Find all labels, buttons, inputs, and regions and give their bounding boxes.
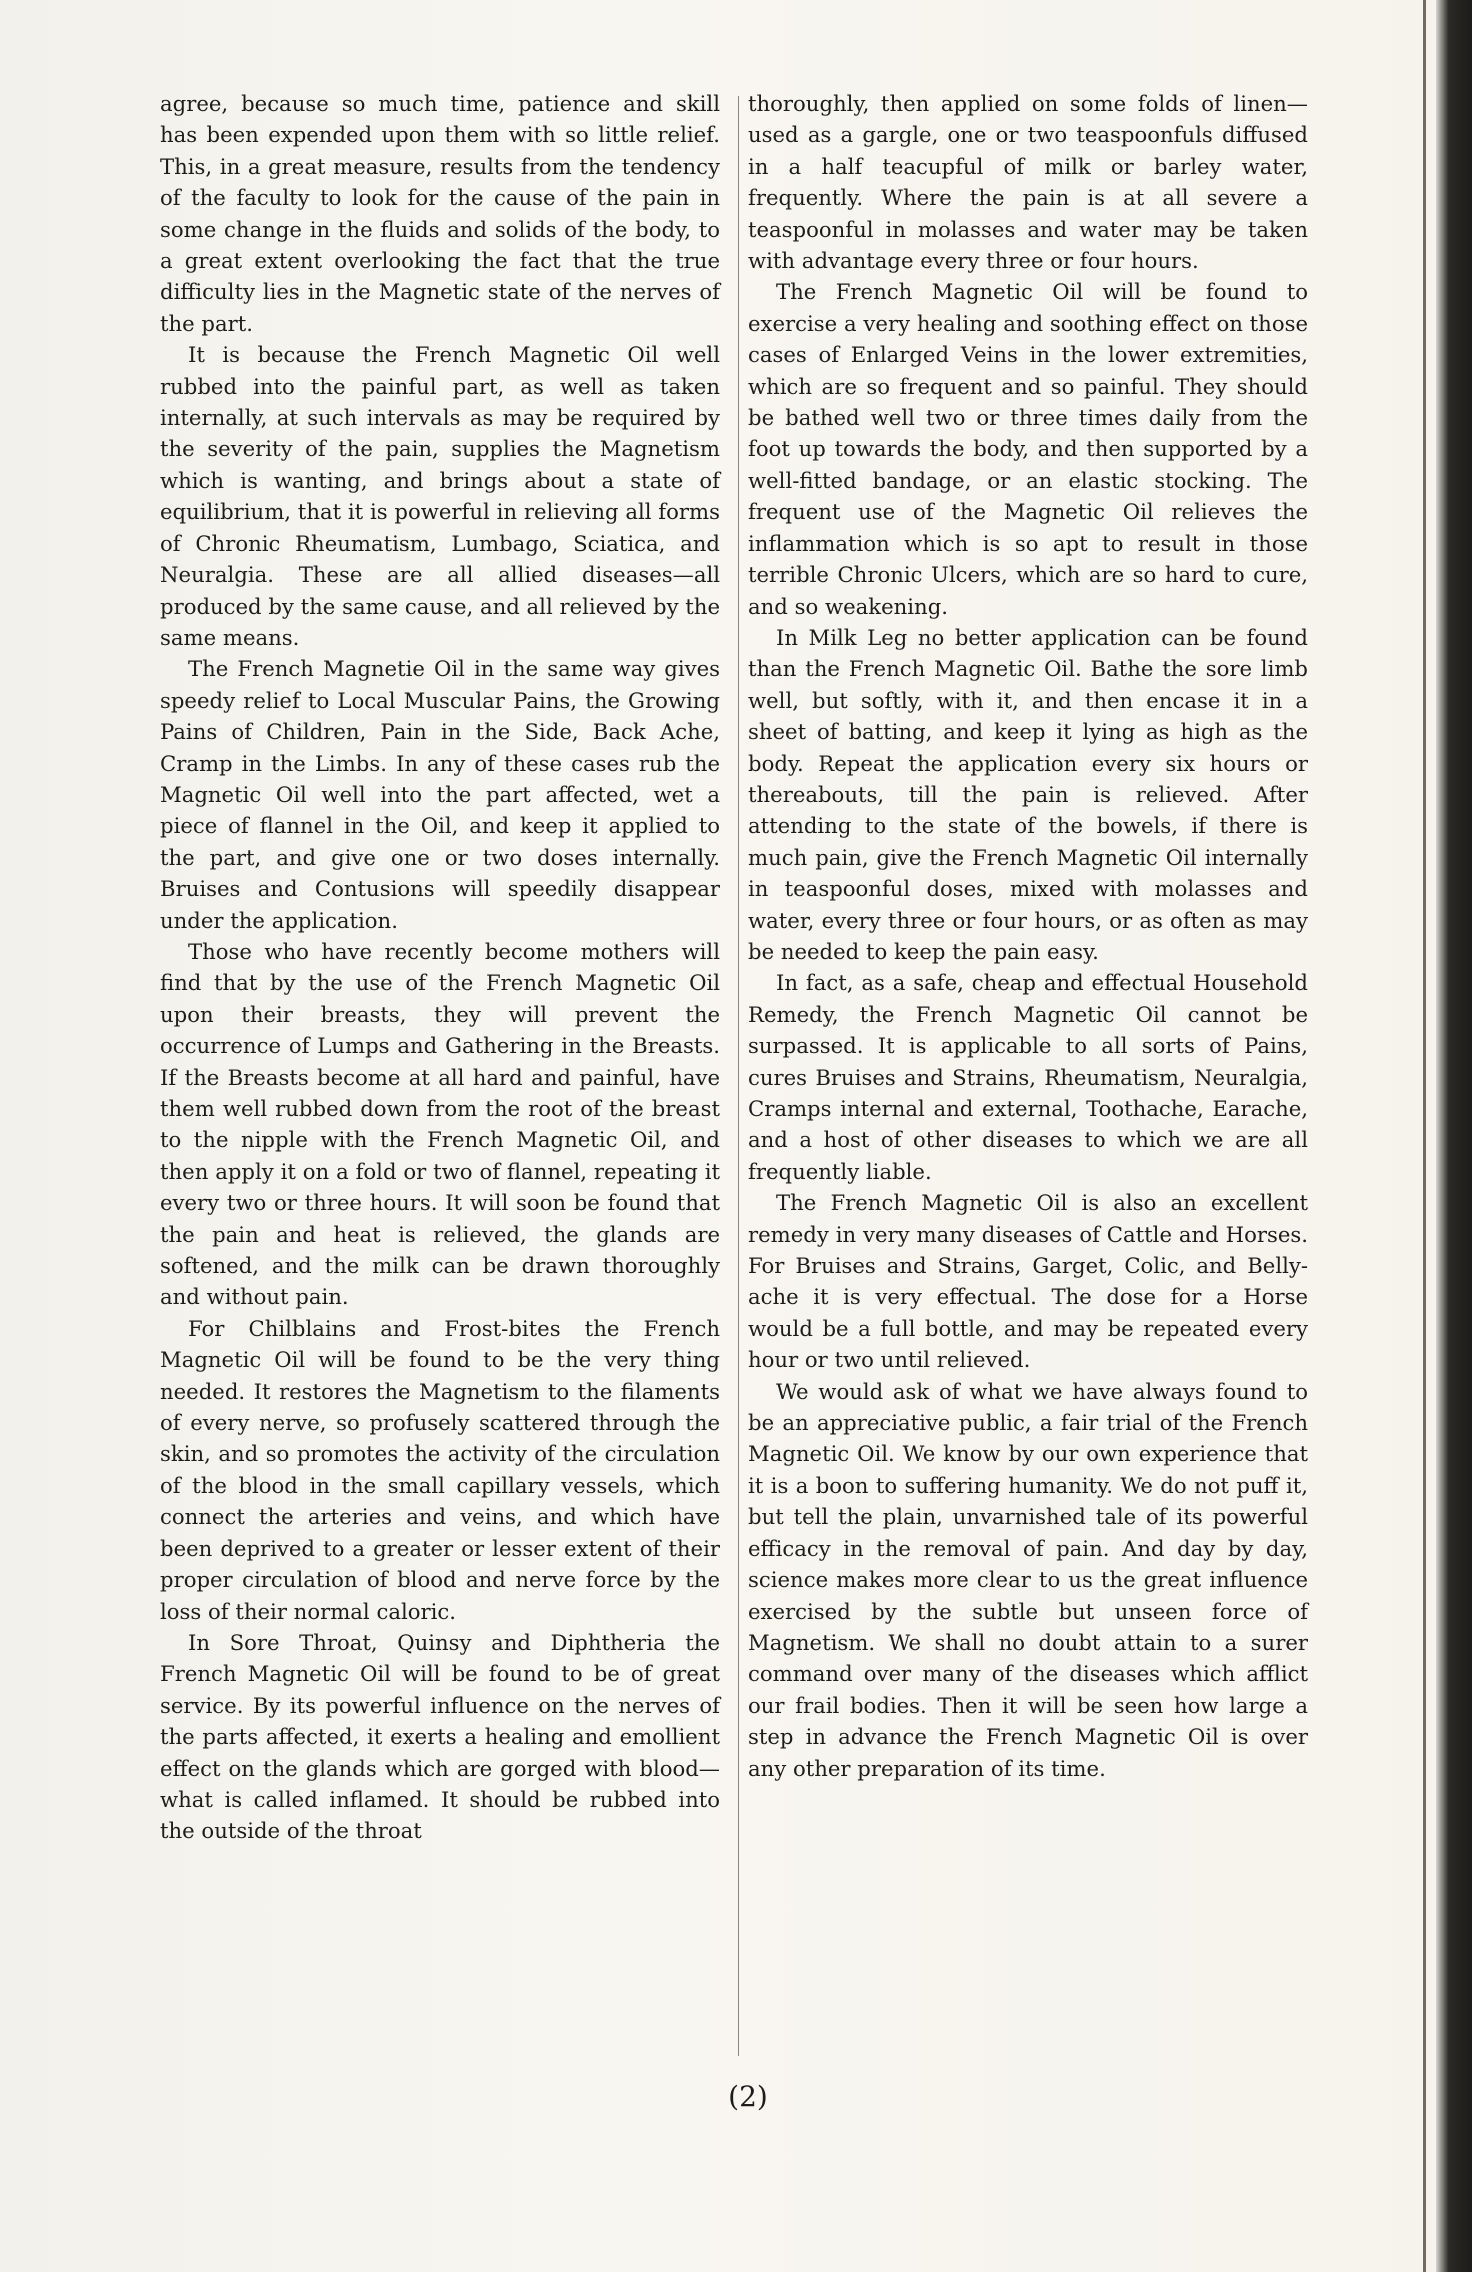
paragraph: The French Magnetic Oil is also an excellent remedy in very many diseases of Cattle and Horses. For Bruises and Strains, Garget, Colic, and Belly-ache it is very effectual. The dose for a Horse would be a full bottle, and may be repeated every hour or two until relieved. — [748, 1190, 1308, 1373]
paragraph: It is because the French Magnetic Oil well rubbed into the painful part, as well as taken internally, at such intervals as may be required by the severity of the pain, supplies the Magnetism which is wanting, and brings about a state of equilibrium, that it is powerful in relieving all forms of Chronic Rheumatism, Lumbago, Sciatica, and Neuralgia. These are all allied diseases—all produced by the same cause, and all relieved by the same means. — [160, 342, 720, 650]
paragraph: agree, because so much time, patience and skill has been expended upon them with so little relief. This, in a great measure, results from the tendency of the faculty to look for the cause of the pain in some change in the fluids and solids of the body, to a great extent overlooking the fact that the true difficulty lies in the Magnetic state of the nerves of the part. — [160, 91, 720, 336]
paragraph: In Milk Leg no better application can be found than the French Magnetic Oil. Bathe the sore limb well, but softly, with it, and then encase it in a sheet of batting, and keep it lying as high as the body. Repeat the application every six hours or thereabouts, till the pain is relieved. After attending to the state of the bowels, if there is much pain, give the French Magnetic Oil internally in teaspoonful doses, mixed with molasses and water, every three or four hours, or as often as may be needed to keep the pain easy. — [748, 624, 1308, 964]
left-column — [160, 88, 720, 1847]
paragraph: In fact, as a safe, cheap and effectual Household Remedy, the French Magnetic Oil cannot be surpassed. It is applicable to all sorts of Pains, cures Bruises and Strains, Rheumatism, Neuralgia, Cramps internal and external, Toothache, Earache, and a host of other diseases to which we are all frequently liable. — [748, 970, 1308, 1184]
column-divider — [738, 96, 739, 2056]
right-column — [748, 88, 1308, 1784]
page-edge-shadow — [1436, 0, 1472, 2272]
paragraph: We would ask of what we have always found to be an appreciative public, a fair trial of the French Magnetic Oil. We know by our own experience that it is a boon to suffering humanity. We do not puff it, but tell the plain, unvarnished tale of its powerful efficacy in the removal of pain. And day by day, science makes more clear to us the great influence exercised by the subtle but unseen force of Magnetism. We shall no doubt attain to a surer command over many of the diseases which afflict our frail bodies. Then it will be seen how large a step in advance the French Magnetic Oil is over any other preparation of its time. — [748, 1378, 1308, 1781]
paragraph: thoroughly, then applied on some folds of linen—used as a gargle, one or two teaspoonfuls diffused in a half teacupful of milk or barley water, frequently. Where the pain is at all severe a teaspoonful in molasses and water may be taken with advantage every three or four hours. — [748, 91, 1308, 274]
page-number: (2) — [728, 2080, 768, 2113]
paragraph: Those who have recently become mothers will find that by the use of the French Magnetic Oil upon their breasts, they will prevent the occurrence of Lumps and Gathering in the Breasts. If the Breasts become at all hard and painful, have them well rubbed down from the root of the breast to the nipple with the French Magnetic Oil, and then apply it on a fold or two of flannel, repeating it every two or three hours. It will soon be found that the pain and heat is relieved, the glands are softened, and the milk can be drawn thoroughly and without pain. — [160, 938, 720, 1310]
paragraph: In Sore Throat, Quinsy and Diphtheria the French Magnetic Oil will be found to be of great service. By its powerful influence on the nerves of the parts affected, it exerts a healing and emollient effect on the glands which are gorged with blood—what is called inflamed. It should be rubbed into the outside of the throat — [160, 1629, 720, 1844]
page-edge-line — [1423, 0, 1426, 2272]
paragraph: The French Magnetie Oil in the same way gives speedy relief to Local Muscular Pains, the Growing Pains of Children, Pain in the Side, Back Ache, Cramp in the Limbs. In any of these cases rub the Magnetic Oil well into the part affected, wet a piece of flannel in the Oil, and keep it applied to the part, and give one or two doses internally. Bruises and Contusions will speedily disappear under the application. — [160, 656, 720, 933]
paragraph: The French Magnetic Oil will be found to exercise a very healing and soothing effect on those cases of Enlarged Veins in the lower extremities, which are so frequent and so painful. They should be bathed well two or three times daily from the foot up towards the body, and then supported by a well-fitted bandage, or an elastic stocking. The frequent use of the Magnetic Oil relieves the inflammation which is so apt to result in those terrible Chronic Ulcers, which are so hard to cure, and so weakening. — [748, 279, 1308, 619]
paragraph: For Chilblains and Frost-bites the French Magnetic Oil will be found to be the very thing needed. It restores the Magnetism to the filaments of every nerve, so profusely scattered through the skin, and so promotes the activity of the circulation of the blood in the small capillary vessels, which connect the arteries and veins, and which have been deprived to a greater or lesser extent of their proper circulation of blood and nerve force by the loss of their normal caloric. — [160, 1315, 720, 1624]
